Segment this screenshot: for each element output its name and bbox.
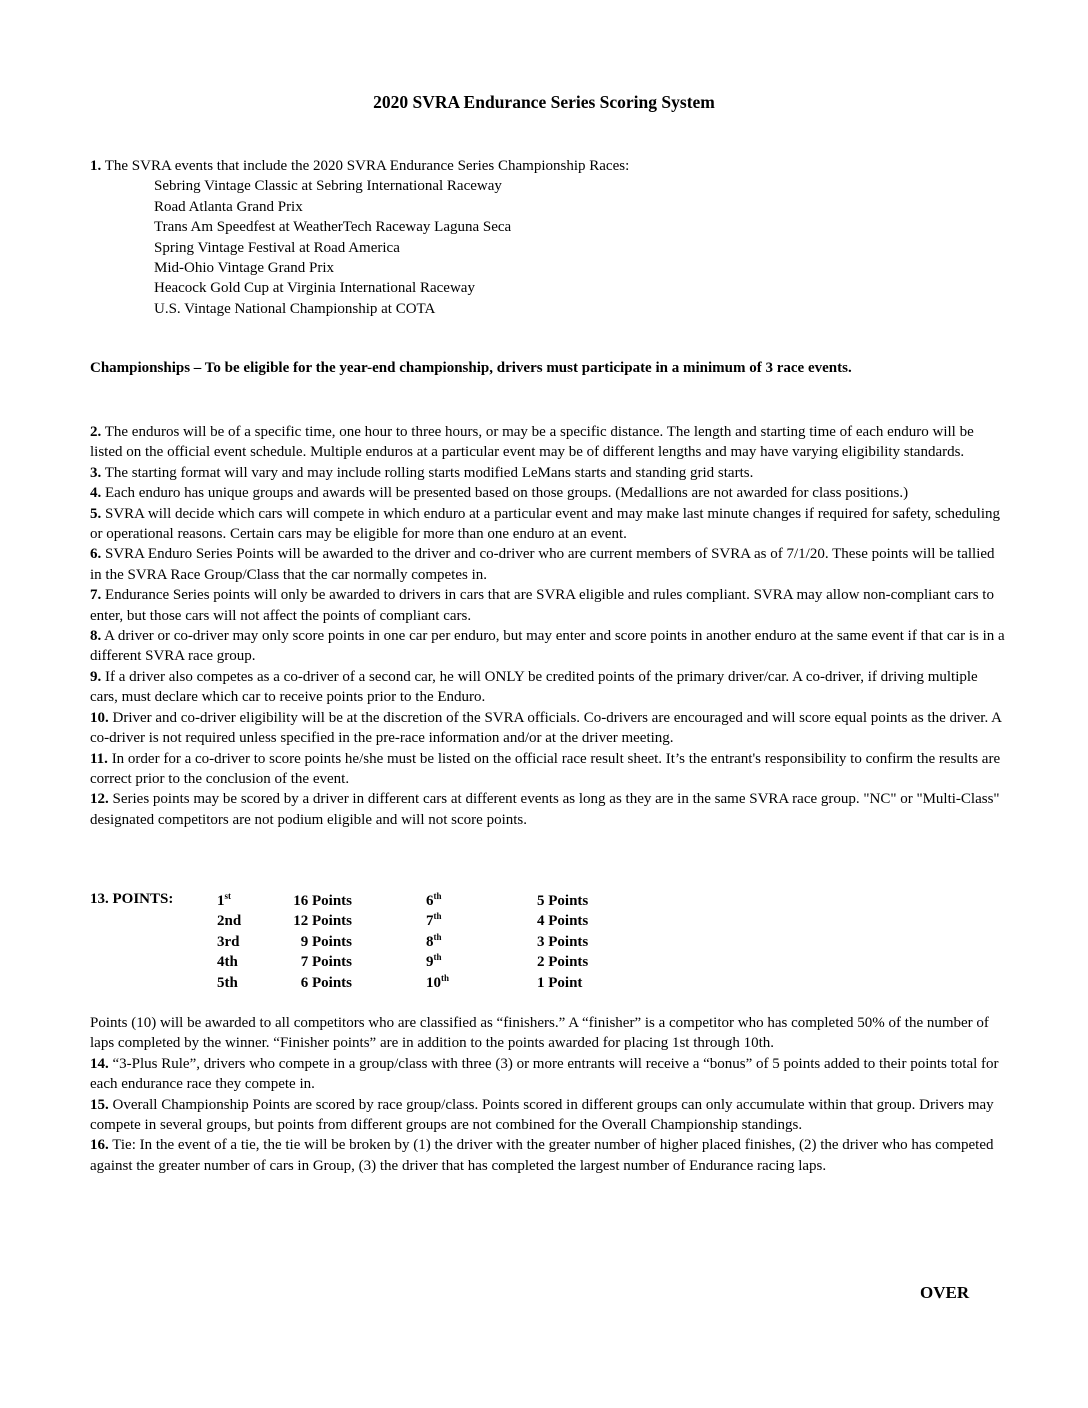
place-cell: 7th	[426, 911, 442, 930]
rule-number: 6.	[90, 546, 102, 563]
rule-number: 2.	[90, 424, 102, 440]
rule-text: The enduros will be of a specific time, one hour to three hours, or may be a specific distance. The length and starting time of each enduro will be listed on the official event schedule. Multiple enduros at a particular event may be of different lengths and may have varying eligibility standards.	[90, 424, 974, 461]
intro-section	[90, 156, 1005, 319]
venue-item: Mid-Ohio Vintage Grand Prix	[154, 260, 335, 277]
points-cell: 3 Points	[537, 933, 589, 950]
points-cell: 2 Points	[537, 954, 589, 971]
rule-number: 11.	[90, 750, 108, 767]
rule-number: 15.	[90, 1096, 109, 1113]
place-cell: 3rd	[217, 933, 240, 950]
rule-12	[90, 789, 1005, 830]
points-cell: 16 Points	[293, 893, 352, 909]
rule-3	[90, 463, 1005, 483]
venue-list	[154, 176, 1005, 319]
place-cell: 9th	[426, 952, 442, 971]
place-cell: 5th	[217, 974, 238, 991]
intro-rule	[90, 156, 1005, 176]
rule-number: 4.	[90, 485, 102, 502]
rule-9	[90, 667, 1005, 708]
rule-14	[90, 1054, 1005, 1095]
points-cell: 12 Points	[293, 913, 352, 930]
venue-item: Sebring Vintage Classic at Sebring International Raceway	[154, 178, 502, 195]
venue-item: Heacock Gold Cup at Virginia International Raceway	[154, 280, 475, 297]
rule-number: 14.	[90, 1055, 109, 1072]
place-cell: 6th	[426, 891, 442, 909]
place-cell: 2nd	[217, 913, 242, 930]
venue-item: Trans Am Speedfest at WeatherTech Raceway Laguna Seca	[154, 219, 512, 236]
rule-number: 9.	[90, 668, 102, 685]
place-cell: 10th	[426, 972, 450, 991]
points-cell: 1 Point	[537, 974, 583, 991]
rule-6	[90, 544, 1005, 585]
points-cell: 9 Points	[300, 933, 352, 950]
rule-text: Each enduro has unique groups and awards will be presented based on those groups. (Medallions are not awarded for class positions.)	[101, 485, 909, 502]
place-cell: 8th	[426, 931, 442, 950]
document-title: 2020 SVRA Endurance Series Scoring System	[373, 92, 715, 112]
place-cell: 1st	[217, 891, 231, 909]
rule-number: 10.	[90, 709, 109, 726]
rule-text: Endurance Series points will only be awarded to drivers in cars that are SVRA eligible and rules compliant. SVRA may allow non-compliant cars to enter, but those cars will not affect the points of compliant cars.	[90, 587, 994, 624]
rule-10	[90, 708, 1005, 749]
place-cell: 4th	[217, 954, 238, 971]
rule-8	[90, 626, 1005, 667]
rule-7	[90, 585, 1005, 626]
after-points-section	[90, 1013, 1005, 1176]
rule-text: Driver and co-driver eligibility will be at the discretion of the SVRA officials. Co-drivers are encouraged and will score equal points as the driver. A co-driver is not required unless specified in the pre-race information and/or at the driver meeting.	[90, 709, 1002, 747]
rule-number: 12.	[90, 791, 109, 808]
venue-item: Spring Vintage Festival at Road America	[154, 239, 400, 256]
rule-text: Series points may be scored by a driver in different cars at different events as long as they are in the same SVRA race group. "NC" or "Multi-Class" designated competitors are not podium eligible and will not score points.	[90, 791, 1000, 828]
rule-text: Tie: In the event of a tie, the tie will be broken by (1) the driver with the greater number of higher placed finishes, (2) the driver who has competed against the greater number of cars in Group, (3) the driver that has completed the largest number of Endurance racing laps.	[90, 1137, 994, 1174]
points-cell: 6 Points	[300, 974, 352, 991]
finisher-points-note	[90, 1013, 1005, 1054]
championships-note: Championships – To be eligible for the year-end championship, drivers must participate in a minimum of 3 race events.	[90, 360, 852, 376]
rule-number: 5.	[90, 505, 102, 522]
rule-text: Points (10) will be awarded to all competitors who are classified as “finishers.” A “finisher” is a competitor who has completed 50% of the number of laps completed by the winner. “Finisher points” are in addition to the points awarded for placing 1st through 10th.	[90, 1015, 989, 1052]
points-cell: 5 Points	[537, 893, 589, 909]
rule-text: In order for a co-driver to score points he/she must be listed on the official race result sheet. It’s the entrant's responsibility to confirm the results are correct prior to the conclusion of the event.	[90, 750, 1001, 787]
rule-2	[90, 422, 1005, 463]
points-label: 13. POINTS:	[90, 891, 174, 907]
rule-11	[90, 749, 1005, 790]
rule-5	[90, 504, 1005, 545]
rule-text: The SVRA events that include the 2020 SVRA Endurance Series Championship Races:	[101, 158, 630, 174]
rule-number: 1.	[90, 158, 102, 174]
rule-text: “3-Plus Rule”, drivers who compete in a group/class with three (3) or more entrants will receive a “bonus” of 5 points added to their points total for each endurance race they compete in.	[90, 1055, 999, 1093]
rule-text: The starting format will vary and may include rolling starts modified LeMans starts and standing grid starts.	[101, 464, 754, 481]
rules-section	[90, 422, 1005, 830]
rule-text: If a driver also competes as a co-driver of a second car, he will ONLY be credited points of the primary driver/car. A co-driver, if driving multiple cars, must declare which car to receive points prior to the Enduro.	[90, 668, 978, 706]
points-cell: 4 Points	[537, 913, 589, 930]
rule-text: SVRA Enduro Series Points will be awarded to the driver and co-driver who are current members of SVRA as of 7/1/20. These points will be tallied in the SVRA Race Group/Class that the car normally competes in.	[90, 546, 995, 583]
points-cell: 7 Points	[300, 954, 352, 971]
rule-text: A driver or co-driver may only score points in one car per enduro, but may enter and score points in another enduro at the same event if that car is in a different SVRA race group.	[90, 628, 1005, 665]
rule-4	[90, 483, 1005, 503]
rule-number: 8.	[90, 628, 102, 645]
rule-15	[90, 1095, 1005, 1136]
rule-16	[90, 1135, 1005, 1176]
venue-item: U.S. Vintage National Championship at COTA	[154, 300, 436, 317]
rule-number: 3.	[90, 464, 102, 481]
rule-text: Overall Championship Points are scored by race group/class. Points scored in different groups can only accumulate within that group. Drivers may compete in several groups, but points from different groups are not combined for the Overall Championship standings.	[90, 1096, 994, 1134]
rule-number: 7.	[90, 587, 102, 604]
rule-number: 16.	[90, 1137, 109, 1154]
over-indicator: OVER	[920, 1283, 970, 1302]
rule-text: SVRA will decide which cars will compete in which enduro at a particular event and may make last minute changes if required for safety, scheduling or operational reasons. Certain cars may be eligible for more than one enduro at an event.	[90, 505, 1000, 543]
venue-item: Road Atlanta Grand Prix	[154, 198, 303, 215]
